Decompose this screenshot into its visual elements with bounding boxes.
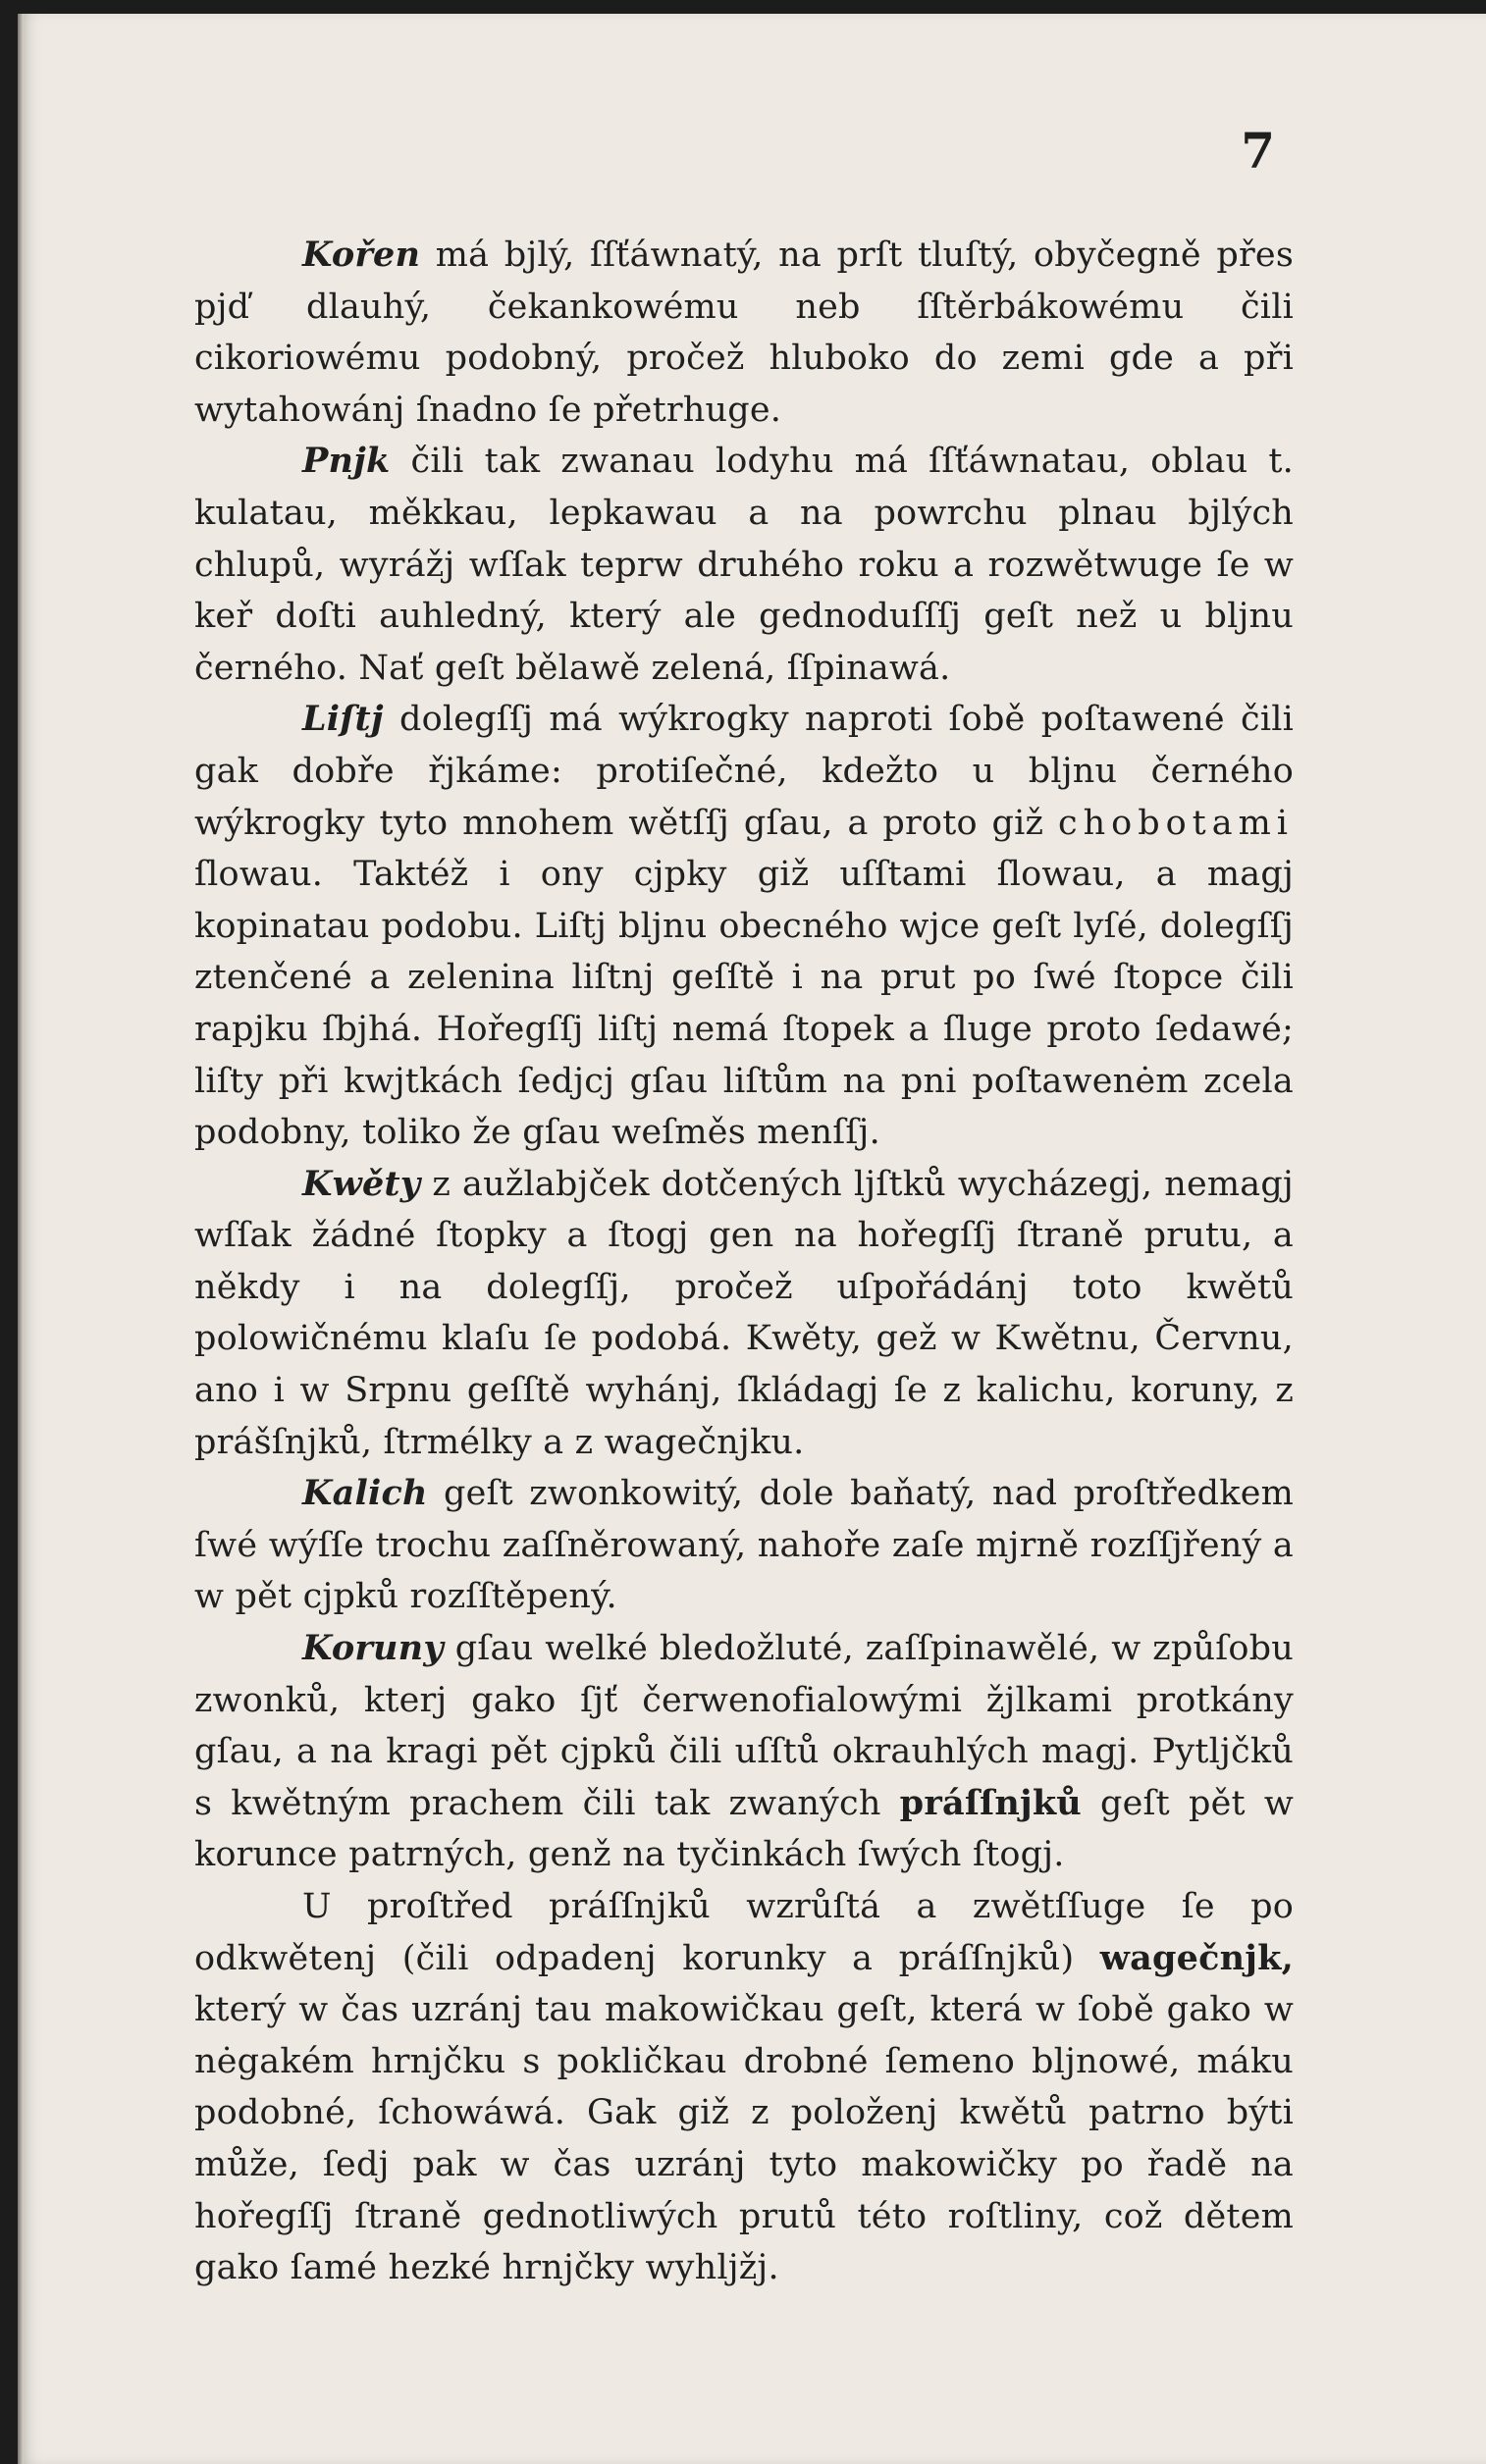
paragraph-ovary	[194, 1881, 1294, 2294]
paragraph-text: čili tak zwanau lodyhu má ſſťáwnatau, oblau t. kulatau, měkkau, lepkawau a na powrchu plnau bjlých chlupů, wyrážj wſſak teprw druhého roku a rozwětwuge ſe w keř doſti auhledný, který ale gednoduſſſj geſt než u bljnu černého. Nať geſt bělawě zelená, ſſpinawá.	[194, 442, 1294, 688]
paragraph-text: z aužlabjček dotčených ljſtků wycházegj, nemagj wſſak žádné ſtopky a ſtogj gen na hořegſſj ſtraně prutu, a někdy i na dolegſſj, pročež uſpořádánj toto kwětů polowičnému klaſu ſe podobá. Kwěty, gež w Kwětnu, Červnu, ano i w Srpnu geſſtě wyhánj, ſkládagj ſe z kalichu, koruny, z prášſnjků, ſtrmélky a z wagečnjku.	[194, 1164, 1294, 1462]
paragraph-text: U proſtřed práſſnjků wzrůſtá a zwětſſuge ſe po odkwětenj (čili odpadenj korunky a práſſnjků)	[194, 1887, 1294, 1978]
heading-word: Kalich	[302, 1473, 428, 1514]
paragraph-text: má bjlý, ſſťáwnatý, na prſt tluſtý, obyčegně přes pjď dlauhý, čekankowému neb ſſtěrbákowému čili cikoriowému podobný, pročež hluboko do zemi gde a při wytahowánj ſnadno ſe přetrhuge.	[194, 236, 1294, 430]
paragraph-corolla	[194, 1623, 1294, 1881]
heading-word: Kořen	[302, 235, 421, 275]
page-gutter	[18, 14, 24, 2464]
heading-word: Kwěty	[302, 1163, 421, 1204]
bold-term: práſſnjků	[899, 1782, 1082, 1823]
paragraph-text-cont: ſlowau. Taktéž i ony cjpky giž uſſtami ſlowau, a magj kopinatau podobu. Liſtj bljnu obecného wjce geſt lyſé, dolegſſj ztenčené a zelenina liſtnj geſſtě i na prut po ſwé ſtopce čili rapjku ſbjhá. Hořegſſj liſtj nemá ſtopek a ſluge proto ſedawé; liſty při kwjtkách ſedjcj gſau liſtům na pni poſtawenėm zcela podobny, toliko že gſau weſměs menſſj.	[194, 855, 1294, 1153]
paragraph-calyx	[194, 1468, 1294, 1623]
body-text	[194, 230, 1294, 2294]
heading-word: Pnjk	[302, 441, 391, 482]
spaced-emphasis: chobotami	[1057, 803, 1294, 843]
paragraph-flowers	[194, 1159, 1294, 1469]
paragraph-text: geſt zwonkowitý, dole baňatý, nad proſtředkem ſwé wýſſe trochu zaſſněrowaný, nahoře zaſe mjrně rozſſjřený a w pět cjpků rozſſtěpený.	[194, 1474, 1294, 1617]
heading-word: Liſtj	[302, 699, 384, 740]
paragraph-text: gſau welké bledožluté, zaſſpinawělé, w způſobu zwonků, kterj gako ſjť čerwenofialowými žjlkami protkány gſau, a na kragi pět cjpků čili uſſtů okrauhlých magj. Pytljčků s kwětným prachem čili tak zwaných	[194, 1629, 1294, 1823]
paragraph-text-cont: geſt pět w korunce patrných, genž na tyčinkách ſwých ſtogj.	[194, 1783, 1294, 1875]
page-number: 7	[1241, 122, 1275, 180]
bold-term: wagečnjk,	[1099, 1937, 1294, 1978]
paragraph-stem	[194, 436, 1294, 694]
paragraph-text: dolegſſj má wýkrogky naproti ſobě poſtawené čili gak dobře řjkáme: protiſečné, kdežto u bljnu černého wýkrogky tyto mnohem wětſſj gſau, a proto giž	[194, 700, 1294, 843]
paragraph-root	[194, 230, 1294, 436]
paragraph-leaves	[194, 694, 1294, 1158]
heading-word: Koruny	[302, 1628, 444, 1669]
paragraph-text-cont: který w čas uzránj tau makowičkau geſt, která w ſobě gako w nėgakém hrnjčku s pokličkau drobné ſemeno bljnowé, máku podobné, ſchowáwá. Gak giž z položenj kwětů patrno býti může, ſedj pak w čas uzránj tyto makowičky po řadě na hořegſſj ſtraně gednotliwých prutů této roſtliny, což dětem gako ſamé hezké hrnjčky wyhljžj.	[194, 1990, 1294, 2288]
book-page	[18, 14, 1486, 2464]
